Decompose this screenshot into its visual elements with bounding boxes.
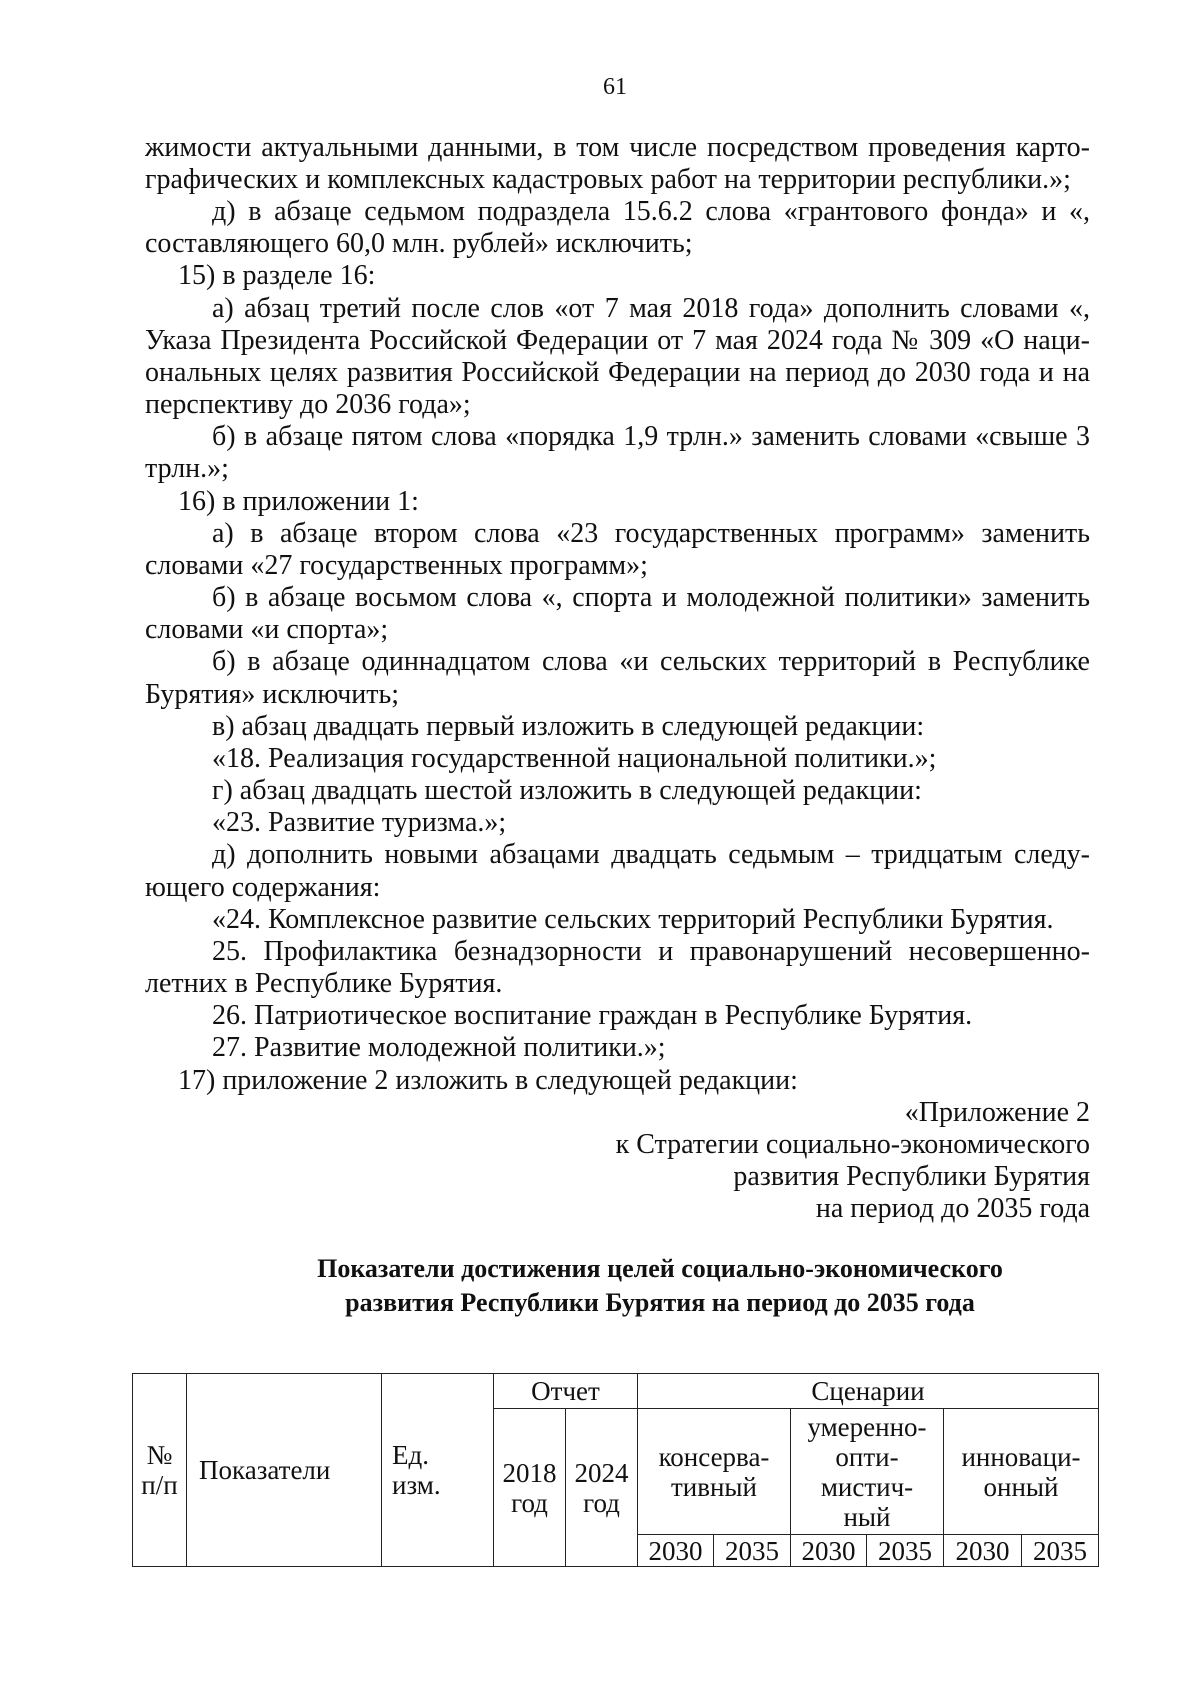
text-line: словами «27 государственных программ»; (145, 550, 648, 581)
text-line: а) в абзаце втором слова «23 государственных программ» заменить (212, 518, 1090, 549)
appendix-line: развития Республики Бурятия (733, 1161, 1090, 1192)
col-scenarios-header: Сценарии (638, 1374, 1099, 1409)
text-line: д) дополнить новыми абзацами двадцать седьмым – тридцатым следу- (212, 839, 1090, 870)
text-line: 25. Профилактика безнадзорности и правонарушений несовершенно- (212, 936, 1090, 967)
col-2018-header: 2018 год (494, 1409, 566, 1567)
text-line: графических и комплексных кадастровых работ на территории республики.»; (145, 164, 1071, 195)
col-number-header: № п/п (133, 1374, 187, 1567)
year-cell: 2035 (1022, 1535, 1099, 1567)
text-line: в) абзац двадцать первый изложить в следующей редакции: (212, 711, 925, 742)
text-line: 16) в приложении 1: (178, 486, 419, 517)
text-line: Указа Президента Российской Федерации от 7 мая 2024 года № 309 «О наци- (145, 325, 1090, 356)
year-cell: 2030 (791, 1535, 867, 1567)
text-line: 26. Патриотическое воспитание граждан в Республике Бурятия. (212, 1000, 973, 1031)
text-line: перспективу до 2036 года»; (145, 389, 471, 420)
text-line: 27. Развитие молодежной политики.»; (212, 1032, 666, 1063)
text-line: Бурятия» исключить; (145, 679, 400, 710)
text-line: ющего содержания: (145, 872, 381, 903)
col-indicators-header: Показатели (187, 1374, 382, 1567)
text-line: «18. Реализация государственной национальной политики.»; (212, 743, 937, 774)
text-line: «24. Комплексное развитие сельских территорий Республики Бурятия. (212, 904, 1054, 935)
text-line: б) в абзаце одиннадцатом слова «и сельских территорий в Республике (212, 646, 1090, 677)
year-cell: 2035 (714, 1535, 791, 1567)
scenario-moderate: умеренно- опти- мистич- ный (791, 1409, 944, 1535)
col-2024-header: 2024 год (566, 1409, 638, 1567)
appendix-line: к Стратегии социально-экономического (615, 1129, 1090, 1160)
text-line: б) в абзаце восьмом слова «, спорта и молодежной политики» заменить (212, 582, 1090, 613)
year-cell: 2030 (638, 1535, 714, 1567)
scenario-conservative: консерва- тивный (638, 1409, 791, 1535)
table-title-line: Показатели достижения целей социально-экономического (317, 1254, 1003, 1283)
appendix-line: «Приложение 2 (904, 1097, 1090, 1128)
year-cell: 2030 (944, 1535, 1022, 1567)
appendix-line: на период до 2035 года (815, 1193, 1090, 1224)
text-line: составляющего 60,0 млн. рублей» исключить; (145, 228, 693, 259)
text-line: б) в абзаце пятом слова «порядка 1,9 трлн.» заменить словами «свыше 3 (212, 421, 1090, 452)
col-report-header: Отчет (494, 1374, 638, 1409)
indicators-table (132, 1373, 1099, 1567)
text-line: д) в абзаце седьмом подраздела 15.6.2 слова «грантового фонда» и «, (212, 196, 1090, 227)
text-line: жимости актуальными данными, в том числе посредством проведения карто- (145, 132, 1090, 163)
text-line: трлн.»; (145, 453, 229, 484)
text-line: 17) приложение 2 изложить в следующей редакции: (178, 1065, 798, 1096)
text-line: ональных целях развития Российской Федерации на период до 2030 года и на (145, 357, 1090, 388)
text-line: летних в Республике Бурятия. (145, 968, 503, 999)
page-number: 61 (603, 74, 627, 100)
text-line: а) абзац третий после слов «от 7 мая 2018 года» дополнить словами «, (212, 293, 1090, 324)
col-unit-header: Ед. изм. (382, 1374, 494, 1567)
text-line: «23. Развитие туризма.»; (212, 807, 507, 838)
text-line: 15) в разделе 16: (178, 260, 376, 291)
table-title-line: развития Республики Бурятия на период до 2035 года (345, 1288, 975, 1317)
text-line: г) абзац двадцать шестой изложить в следующей редакции: (212, 775, 922, 806)
year-cell: 2035 (867, 1535, 944, 1567)
scenario-innovative: инноваци- онный (944, 1409, 1099, 1535)
text-line: словами «и спорта»; (145, 614, 389, 645)
